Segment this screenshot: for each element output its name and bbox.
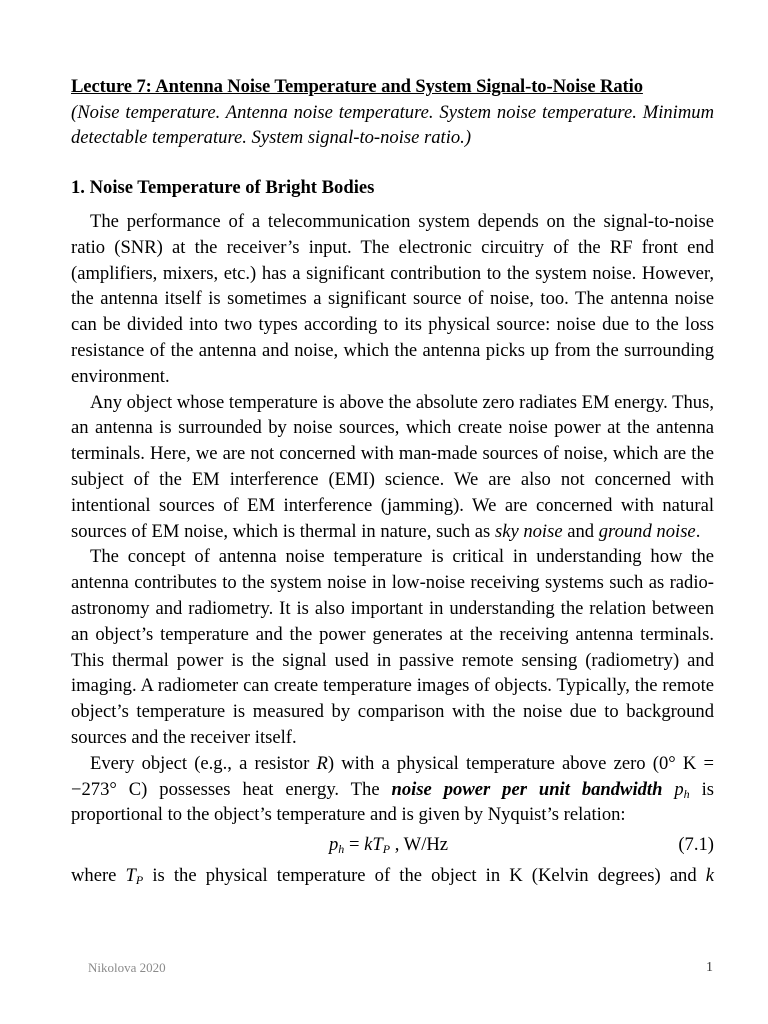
document-page [71,74,714,889]
footer-author: Nikolova 2020 [88,960,166,975]
paragraph-1: The performance of a telecommunication system depends on the signal-to-noise ratio (SNR) at the receiver’s input. The electronic circuitry of the RF front end (amplifiers, mixers, etc.) has a significant contribution to the system noise. However, the antenna itself is sometimes a significant source of noise, too. The antenna noise can be divided into two types according to its physical source: noise due to the loss resistance of the antenna and noise, which the antenna picks up from the surrounding environment. [71,211,714,387]
paragraph-2: Any object whose temperature is above the absolute zero radiates EM energy. Thus, an antenna is surrounded by noise sources, which create noise power at the antenna terminals. Here, we are not concerned with man-made sources of noise, which are the subject of the EM interference (EMI) science. We are also not concerned with intentional sources of EM interference (jamming). We are concerned with natural sources of EM noise, which is thermal in nature, such as sky noise and ground noise. [71,391,714,542]
section-heading: 1. Noise Temperature of Bright Bodies [71,177,375,198]
paragraph-4: Every object (e.g., a resistor R) with a physical temperature above zero (0° K = −273° C) possesses heat energy. The noise power per unit bandwidth $p_h$ is proportional to the object’s temperature and is given by Nyquist’s relation: [71,752,714,826]
equation-expression: $p_h = kT_P$ , W/Hz [329,834,449,857]
paragraph-3: The concept of antenna noise temperature is critical in understanding how the antenna contributes to the system noise in low-noise receiving systems such as radio-astronomy and radiometry. It is also important in understanding the relation between an object’s temperature and the power generates at the receiving antenna terminals. This thermal power is the signal used in passive remote sensing (radiometry) and imaging. A radiometer can create temperature images of objects. Typically, the remote object’s temperature is measured by comparison with the noise due to background sources and the receiver itself. [71,546,714,748]
lecture-subtitle: (Noise temperature. Antenna noise temperature. System noise temperature. Minimum detectable temperature. System signal-to-noise ratio.) [71,102,714,148]
equation-number: (7.1) [678,834,714,856]
lecture-title: Lecture 7: Antenna Noise Temperature and System Signal-to-Noise Ratio [71,76,643,97]
paragraph-5: where $T_P$ is the physical temperature of the object in K (Kelvin degrees) and k [71,865,715,888]
equation-7-1 [71,829,714,861]
page-number: 1 [706,960,713,975]
